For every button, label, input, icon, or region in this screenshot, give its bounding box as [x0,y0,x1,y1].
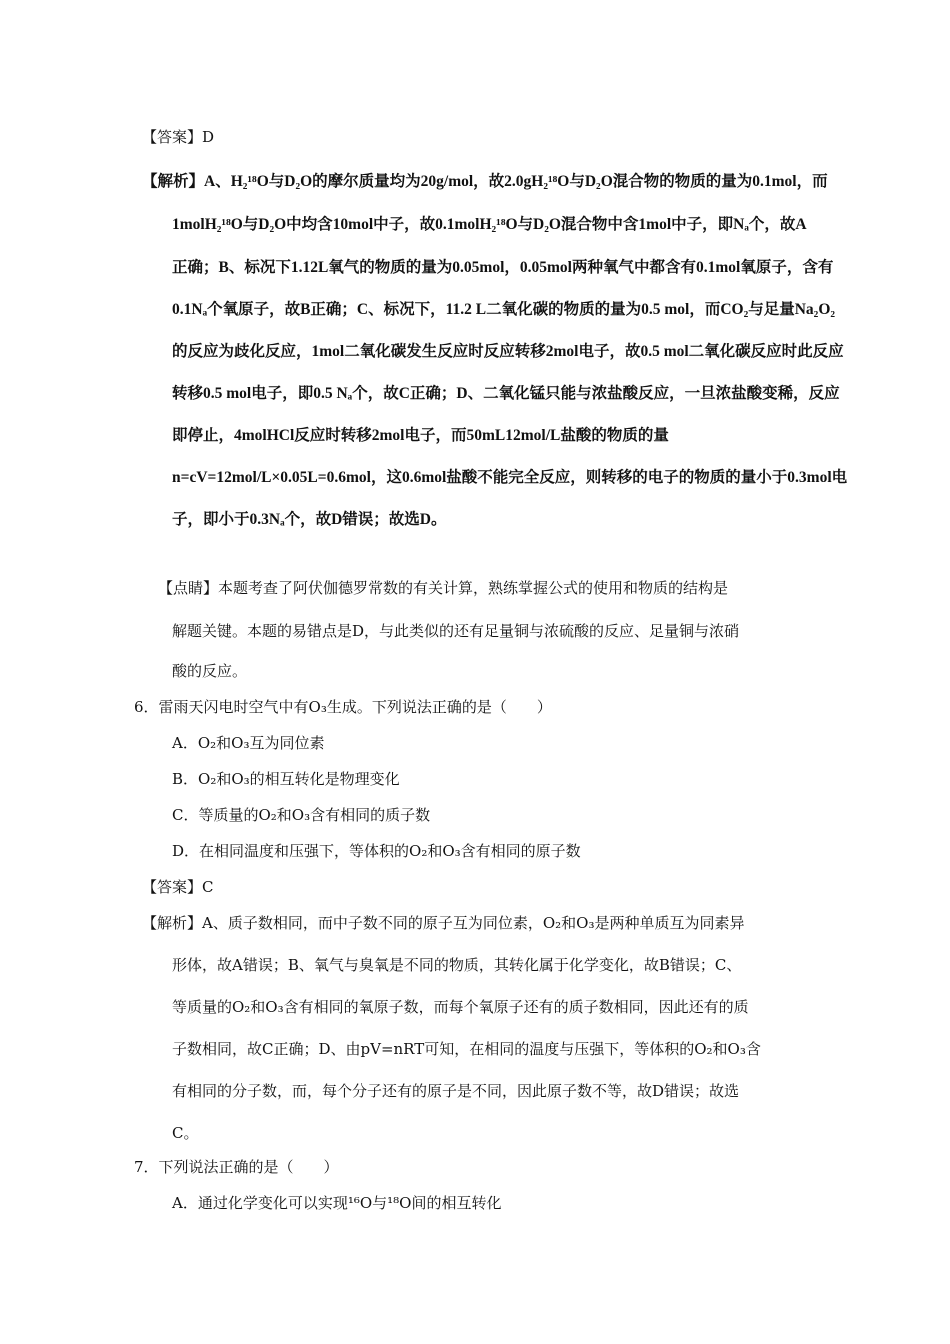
q5-analysis-line-8: n=cV=12mol/L×0.05L=0.6mol，这0.6mol盐酸不能完全反应，则转移的电子的物质的量小于0.3mol电 [172,469,848,486]
q6-option-b: B．O₂和O₃的相互转化是物理变化 [172,770,400,788]
q6-option-a: A．O₂和O₃互为同位素 [172,734,325,752]
q6-answer: 【答案】C [142,878,214,896]
q6-analysis-line-2: 形体，故A错误；B、氧气与臭氧是不同的物质，其转化属于化学变化，故B错误；C、 [172,956,742,974]
q5-comment-line-3: 酸的反应。 [172,662,248,680]
q5-analysis-line-6: 转移0.5 mol电子，即0.5 Nₐ个，故C正确；D、二氧化锰只能与浓盐酸反应，一旦浓盐酸变稀，反应 [172,385,840,402]
q6-analysis-line-6: C。 [172,1124,199,1142]
q5-comment-line-2: 解题关键。本题的易错点是D，与此类似的还有足量铜与浓硫酸的反应、足量铜与浓硝 [172,622,740,640]
q5-analysis-line-9: 子，即小于0.3Nₐ个，故D错误；故选D。 [172,511,447,528]
q7-option-a: A．通过化学变化可以实现¹⁶O与¹⁸O间的相互转化 [172,1194,502,1212]
q5-answer: 【答案】D [142,128,215,146]
q5-analysis-line-2: 1molH₂¹⁸O与D₂O中均含10mol中子，故0.1molH₂¹⁸O与D₂O混合物中含1mol中子，即Nₐ个，故A [172,216,807,233]
q5-analysis-line-1: 【解析】A、H₂¹⁸O与D₂O的摩尔质量均为20g/mol，故2.0gH₂¹⁸O与D₂O混合物的物质的量为0.1mol，而 [142,173,828,190]
q6-analysis-line-3: 等质量的O₂和O₃含有相同的氧原子数，而每个氧原子还有的质子数相同，因此还有的质 [172,998,749,1016]
q5-analysis-line-7: 即停止，4molHCl反应时转移2mol电子，而50mL12mol/L盐酸的物质的量 [172,427,669,444]
q6-analysis-line-1: 【解析】A、质子数相同，而中子数不同的原子互为同位素，O₂和O₃是两种单质互为同素异 [142,914,745,932]
q6-analysis-line-4: 子数相同，故C正确；D、由pV=nRT可知，在相同的温度与压强下，等体积的O₂和O₃含 [172,1040,761,1058]
q5-comment-line-1: 【点睛】本题考查了阿伏伽德罗常数的有关计算，熟练掌握公式的使用和物质的结构是 [158,579,729,597]
q5-analysis-line-3: 正确；B、标况下1.12L氧气的物质的量为0.05mol，0.05mol两种氧气中都含有0.1mol氧原子，含有 [172,259,834,276]
q7-stem: 7．下列说法正确的是（ ） [134,1158,339,1176]
q6-option-d: D．在相同温度和压强下，等体积的O₂和O₃含有相同的原子数 [172,842,581,860]
q5-analysis-line-5: 的反应为歧化反应，1mol二氧化碳发生反应时反应转移2mol电子，故0.5 mol二氧化碳反应时此反应 [172,343,844,360]
q6-stem: 6．雷雨天闪电时空气中有O₃生成。下列说法正确的是（ ） [134,698,552,716]
q6-option-c: C．等质量的O₂和O₃含有相同的质子数 [172,806,431,824]
q5-analysis-line-4: 0.1Nₐ个氧原子，故B正确；C、标况下，11.2 L二氧化碳的物质的量为0.5 mol，而CO₂与足量Na₂O₂ [172,301,836,318]
q6-analysis-line-5: 有相同的分子数，而，每个分子还有的原子是不同，因此原子数不等，故D错误；故选 [172,1082,740,1100]
